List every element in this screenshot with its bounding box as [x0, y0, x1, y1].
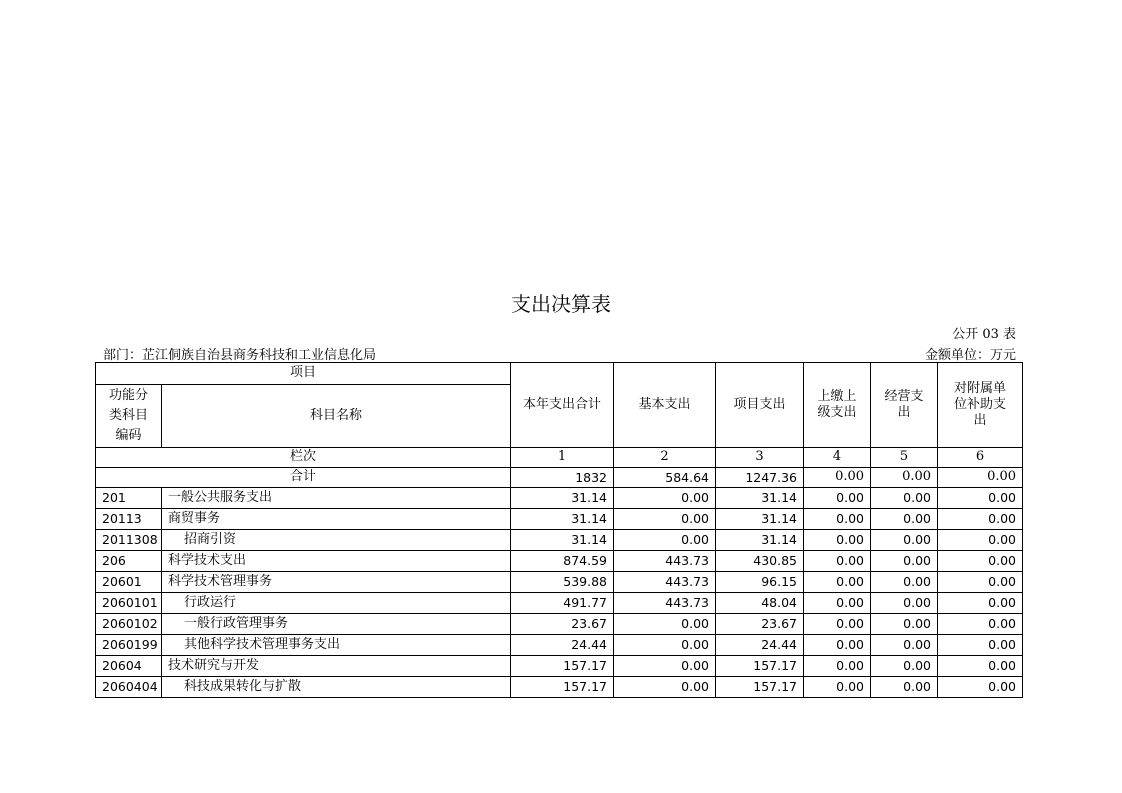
amount-cell: 0.00	[871, 551, 938, 572]
department-label: 部门：芷江侗族自治县商务科技和工业信息化局	[103, 348, 377, 363]
column-index: 5	[871, 448, 938, 468]
total-value: 0.00	[804, 468, 871, 488]
amount-cell: 0.00	[871, 488, 938, 509]
table-row	[96, 572, 1023, 593]
table-row	[96, 593, 1023, 614]
column-index: 3	[716, 448, 804, 468]
header-basic: 基本支出	[614, 363, 716, 448]
amount-cell: 0.00	[938, 593, 1023, 614]
subject-code: 2011308	[96, 530, 162, 551]
amount-cell: 430.85	[716, 551, 804, 572]
amount-cell: 23.67	[511, 614, 614, 635]
subject-name: 科技成果转化与扩散	[162, 677, 511, 698]
table-row	[96, 551, 1023, 572]
form-number: 公开 03 表	[952, 327, 1016, 342]
amount-cell: 23.67	[716, 614, 804, 635]
column-index: 6	[938, 448, 1023, 468]
header-name: 科目名称	[162, 385, 511, 448]
amount-cell: 0.00	[614, 656, 716, 677]
amount-cell: 0.00	[871, 509, 938, 530]
total-value: 0.00	[871, 468, 938, 488]
unit-label: 金额单位：万元	[924, 348, 1016, 363]
amount-cell: 0.00	[938, 635, 1023, 656]
header-subsidy: 对附属单位补助支出	[938, 363, 1023, 448]
amount-cell: 31.14	[511, 488, 614, 509]
amount-cell: 0.00	[871, 677, 938, 698]
subject-code: 201	[96, 488, 162, 509]
header-upper: 上缴上级支出	[804, 363, 871, 448]
table-row	[96, 530, 1023, 551]
total-label: 合计	[96, 468, 511, 488]
column-index: 4	[804, 448, 871, 468]
amount-cell: 157.17	[716, 656, 804, 677]
amount-cell: 31.14	[716, 488, 804, 509]
amount-cell: 24.44	[511, 635, 614, 656]
amount-cell: 157.17	[716, 677, 804, 698]
subject-code: 20113	[96, 509, 162, 530]
subject-name: 其他科学技术管理事务支出	[162, 635, 511, 656]
amount-cell: 0.00	[871, 572, 938, 593]
amount-cell: 443.73	[614, 572, 716, 593]
table-row	[96, 635, 1023, 656]
table-row	[96, 614, 1023, 635]
header-code: 功能分类科目编码	[96, 385, 162, 448]
column-index-row	[96, 448, 1023, 468]
amount-cell: 31.14	[716, 530, 804, 551]
amount-cell: 0.00	[871, 530, 938, 551]
amount-cell: 0.00	[804, 551, 871, 572]
subject-code: 20604	[96, 656, 162, 677]
amount-cell: 31.14	[511, 530, 614, 551]
amount-cell: 0.00	[804, 656, 871, 677]
subject-code: 2060101	[96, 593, 162, 614]
column-index: 1	[511, 448, 614, 468]
expense-table	[95, 362, 1023, 698]
subject-name: 科学技术支出	[162, 551, 511, 572]
amount-cell: 0.00	[871, 656, 938, 677]
subject-name: 商贸事务	[162, 509, 511, 530]
amount-cell: 157.17	[511, 677, 614, 698]
column-index-label: 栏次	[96, 448, 511, 468]
subject-name: 科学技术管理事务	[162, 572, 511, 593]
amount-cell: 24.44	[716, 635, 804, 656]
column-index: 2	[614, 448, 716, 468]
total-value: 1247.36	[716, 468, 804, 488]
amount-cell: 443.73	[614, 551, 716, 572]
subject-name: 技术研究与开发	[162, 656, 511, 677]
amount-cell: 0.00	[938, 677, 1023, 698]
subject-code: 2060404	[96, 677, 162, 698]
subject-name: 行政运行	[162, 593, 511, 614]
table-row	[96, 488, 1023, 509]
header-business: 经营支出	[871, 363, 938, 448]
table-row	[96, 656, 1023, 677]
amount-cell: 0.00	[804, 572, 871, 593]
amount-cell: 0.00	[938, 530, 1023, 551]
amount-cell: 0.00	[938, 488, 1023, 509]
amount-cell: 0.00	[804, 614, 871, 635]
header-project: 项目支出	[716, 363, 804, 448]
amount-cell: 0.00	[804, 635, 871, 656]
amount-cell: 0.00	[804, 677, 871, 698]
amount-cell: 0.00	[938, 551, 1023, 572]
amount-cell: 0.00	[614, 635, 716, 656]
amount-cell: 0.00	[804, 509, 871, 530]
amount-cell: 0.00	[614, 614, 716, 635]
total-value: 1832	[511, 468, 614, 488]
amount-cell: 0.00	[938, 509, 1023, 530]
total-row	[96, 468, 1023, 488]
amount-cell: 0.00	[614, 488, 716, 509]
header-total: 本年支出合计	[511, 363, 614, 448]
total-value: 584.64	[614, 468, 716, 488]
amount-cell: 0.00	[938, 614, 1023, 635]
amount-cell: 0.00	[871, 635, 938, 656]
amount-cell: 96.15	[716, 572, 804, 593]
amount-cell: 491.77	[511, 593, 614, 614]
amount-cell: 0.00	[804, 593, 871, 614]
amount-cell: 874.59	[511, 551, 614, 572]
amount-cell: 539.88	[511, 572, 614, 593]
amount-cell: 0.00	[804, 488, 871, 509]
amount-cell: 443.73	[614, 593, 716, 614]
subject-code: 2060199	[96, 635, 162, 656]
amount-cell: 0.00	[871, 614, 938, 635]
header-item: 项目	[96, 363, 511, 385]
amount-cell: 0.00	[614, 509, 716, 530]
amount-cell: 157.17	[511, 656, 614, 677]
amount-cell: 0.00	[614, 530, 716, 551]
amount-cell: 31.14	[511, 509, 614, 530]
amount-cell: 48.04	[716, 593, 804, 614]
subject-name: 一般行政管理事务	[162, 614, 511, 635]
amount-cell: 31.14	[716, 509, 804, 530]
amount-cell: 0.00	[938, 656, 1023, 677]
amount-cell: 0.00	[804, 530, 871, 551]
table-row	[96, 509, 1023, 530]
subject-code: 2060102	[96, 614, 162, 635]
subject-code: 206	[96, 551, 162, 572]
amount-cell: 0.00	[938, 572, 1023, 593]
page-title: 支出决算表	[511, 292, 611, 316]
subject-code: 20601	[96, 572, 162, 593]
subject-name: 一般公共服务支出	[162, 488, 511, 509]
table-row	[96, 677, 1023, 698]
subject-name: 招商引资	[162, 530, 511, 551]
amount-cell: 0.00	[871, 593, 938, 614]
total-value: 0.00	[938, 468, 1023, 488]
amount-cell: 0.00	[614, 677, 716, 698]
